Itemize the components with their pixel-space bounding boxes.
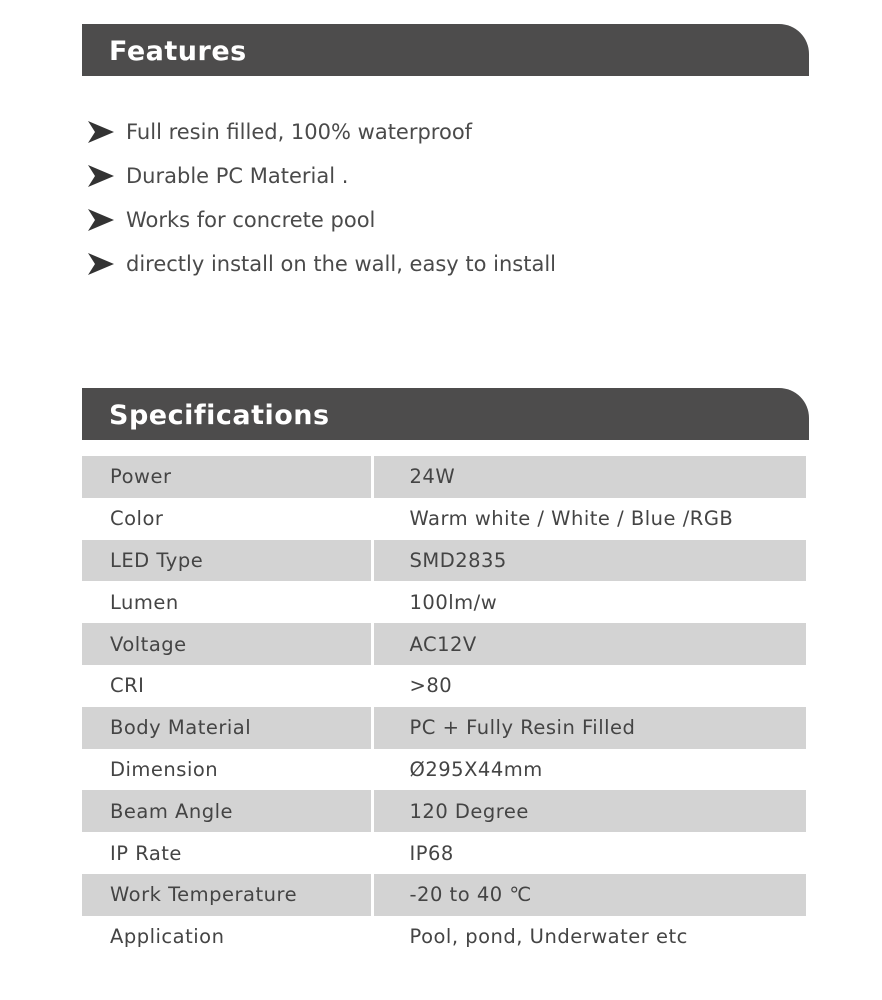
spec-row-beam-angle	[82, 790, 806, 832]
feature-text: Works for concrete pool	[126, 208, 376, 232]
spec-row-work-temperature	[82, 874, 806, 916]
spec-label: Voltage	[82, 623, 372, 665]
spec-row-application	[82, 916, 806, 958]
spec-label: Lumen	[82, 581, 372, 623]
spec-row-dimension	[82, 749, 806, 791]
spec-row-lumen	[82, 581, 806, 623]
spec-row-led-type	[82, 540, 806, 582]
spec-label: Work Temperature	[82, 874, 372, 916]
spec-row-body-material	[82, 707, 806, 749]
spec-value: 120 Degree	[372, 790, 806, 832]
spec-value: IP68	[409, 841, 454, 865]
feature-text: Durable PC Material .	[126, 164, 349, 188]
spec-label: Power	[82, 456, 372, 498]
spec-row-cri	[82, 665, 806, 707]
spec-label: Application	[82, 916, 372, 958]
features-title: Features	[109, 36, 247, 67]
spec-label: IP Rate	[82, 832, 372, 874]
spec-label: CRI	[82, 665, 372, 707]
spec-value: 24W	[372, 456, 806, 498]
spec-label: Beam Angle	[82, 790, 372, 832]
spec-label: Dimension	[82, 749, 372, 791]
spec-value: -20 to 40 ℃	[372, 874, 806, 916]
feature-text: directly install on the wall, easy to install	[126, 252, 556, 276]
arrow-right-icon	[88, 165, 114, 187]
spec-label: Body Material	[82, 707, 372, 749]
spec-value: Warm white / White / Blue /RGB	[409, 507, 734, 531]
specifications-title: Specifications	[109, 400, 330, 431]
spec-row-color	[82, 498, 806, 540]
features-header	[82, 24, 809, 76]
specifications-table	[82, 456, 806, 958]
spec-value: 100lm/w	[409, 590, 498, 614]
spec-value: >80	[409, 674, 453, 698]
spec-value: SMD2835	[372, 540, 806, 582]
feature-item	[88, 242, 556, 286]
arrow-right-icon	[88, 209, 114, 231]
feature-item	[88, 154, 556, 198]
spec-row-voltage	[82, 623, 806, 665]
specifications-header	[82, 388, 809, 440]
feature-text: Full resin filled, 100% waterproof	[126, 120, 473, 144]
feature-item	[88, 198, 556, 242]
features-list	[88, 110, 556, 286]
spec-value: Pool, pond, Underwater etc	[409, 925, 688, 949]
arrow-right-icon	[88, 253, 114, 275]
spec-row-ip-rate	[82, 832, 806, 874]
spec-label: LED Type	[82, 540, 372, 582]
feature-item	[88, 110, 556, 154]
spec-value: AC12V	[372, 623, 806, 665]
spec-value: Ø295X44mm	[409, 757, 543, 781]
arrow-right-icon	[88, 121, 114, 143]
spec-row-power	[82, 456, 806, 498]
spec-value: PC + Fully Resin Filled	[372, 707, 806, 749]
spec-label: Color	[82, 498, 372, 540]
